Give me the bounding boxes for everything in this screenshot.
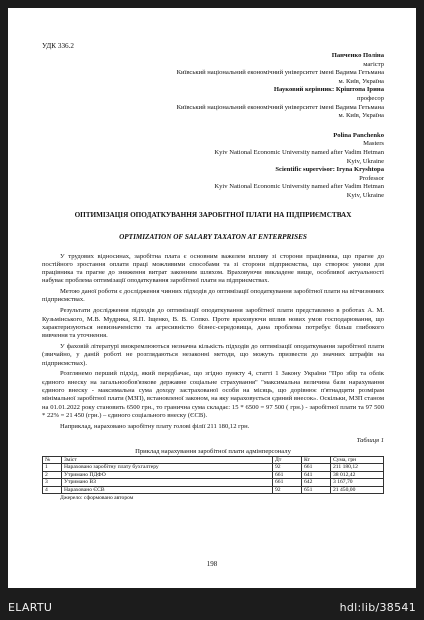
table-caption: Приклад нарахування заробітної плати адмінперсоналу (135, 447, 291, 455)
author-block-ua (42, 52, 384, 121)
author-role-ua: магістр (363, 60, 384, 68)
table-cell: 21 450,00 (331, 486, 384, 494)
author-name-ua: Панченко Поліна (331, 52, 384, 59)
body-text (42, 253, 384, 431)
table-cell: 4 (43, 486, 62, 494)
supervisor-role-ua: професор (356, 94, 384, 102)
table-cell: Утримано ВЗ (62, 479, 273, 487)
supervisor-city-ua: м. Київ, Україна (338, 112, 384, 120)
table-cell: Нараховано заробітну плату бухгалтеру (62, 464, 273, 472)
table-cell: Утримано ПДФО (62, 471, 273, 479)
table-header-cell: Кт (302, 456, 331, 464)
paragraph: Результати дослідження підходів до оптимізації оподаткування заробітної плати представлено в роботах А. М. Кузьмінського, М.В. Мудрика, Я.П. Іщенко, В. В. Сопко. Проте враховуючи вплив нових умов господарювання, що характеризуються невизначеністю та агресивністю бізнес-середовища, дана проблема потребує більш глибокого вивчення та уточнення. (42, 307, 384, 340)
repository-name: ELARTU (8, 601, 53, 614)
table-cell: 3 167,70 (331, 479, 384, 487)
author-block-en (42, 132, 384, 201)
table-row (43, 479, 384, 487)
table-cell: 641 (302, 471, 331, 479)
author-name-en: Polina Panchenko (333, 131, 384, 139)
supervisor-role-en: Professor (359, 174, 384, 182)
title-ua: ОПТИМІЗАЦІЯ ОПОДАТКУВАННЯ ЗАРОБІТНОЇ ПЛАТИ НА ПІДПРИЄМСТВАХ (74, 210, 352, 219)
supervisor-org-en: Kyiv National Economic University named after Vadim Hetman (214, 183, 384, 191)
document-page (8, 8, 416, 588)
paragraph: У трудових відносинах, заробітна плата є основним важелем впливу зі сторони працівника, що прагне до постійного зростання оплати праці можливими способами та зі сторони підприємства, що створює умови для працівника та прагне до зниження витрат законним шляхом. Враховуючи викладене вище, особливої актуальності набуває проблема оптимізації оподаткування заробітної плати на підприємствах. (42, 252, 384, 285)
table-cell: 661 (273, 471, 302, 479)
udk-code: УДК 336.2 (42, 42, 75, 50)
author-role-en: Masters (363, 140, 384, 148)
table-header-cell: № (43, 456, 62, 464)
table-cell: 92 (273, 464, 302, 472)
paragraph: Розглянемо перший підхід, який передбачає, що згідно пункту 4, статті 1 Закону України "Про збір та облік єдиного внеску на загальнообов'язкове державне соціальне страхування" "максимальна величина бази нарахування єдиного внеску - максимальна сума доходу застрахованої особи на місяць, що дорівнює п'ятнадцяти розмірам мінімальної заробітної плати (МЗП), встановленої законом, на яку нараховується єдиний внесок». Оскільки, МЗП станом на 01.01.2022 року становить 6500 грн., то гранична сума складає: 15 * 6500 = 97 500 ( грн.) - заробітної плати та 97 500 * 22% = 21 450 (грн.) – єдиного соціального внеску (ЄСВ). (42, 370, 384, 419)
table-cell: 661 (273, 479, 302, 487)
author-org-en: Kyiv National Economic University named after Vadim Hetman (214, 148, 384, 156)
title-en: OPTIMIZATION OF SALARY TAXATON AT ENTERPRISES (119, 232, 307, 241)
table-cell: 92 (273, 486, 302, 494)
supervisor-ua: Науковий керівник: Крiштопа Ірина (273, 86, 384, 94)
paragraph: Наприклад, нараховано заробітну плату голові філії 211 180,12 грн. (60, 422, 250, 430)
author-city-ua: м. Київ, Україна (338, 77, 384, 85)
table-header-row (43, 456, 384, 464)
page-number: 198 (206, 560, 218, 568)
table-cell: 642 (302, 479, 331, 487)
table-row (43, 486, 384, 494)
paragraph: Метою даної роботи є дослідження чинних підходів до оптимізації оподаткування заробітної плати на вітчизняних підприємствах. (42, 288, 384, 304)
table-cell: Нараховано ЄСВ (62, 486, 273, 494)
table-cell: 38 012,42 (331, 471, 384, 479)
table-header-cell: Дт (273, 456, 302, 464)
table-header-cell: Сума, грн (331, 456, 384, 464)
paragraph: У фаховій літературі виокремлюються незначна кількість підходів до оптимізації оподаткування заробітної плати (звичайно, у даній роботі не розглядаються незаконні методи, що можуть призвести до значних штрафів на підприємствах). (42, 342, 384, 367)
author-org-ua: Київський національний економічний університет імені Вадима Гетьмана (176, 69, 384, 77)
supervisor-en: Scientific supervisor: Iryna Kryshtopa (275, 166, 384, 174)
table-cell: 3 (43, 479, 62, 487)
table-cell: 661 (302, 464, 331, 472)
table-cell: 651 (302, 486, 331, 494)
table-cell: 211 180,12 (331, 464, 384, 472)
table-label: Таблиця 1 (356, 436, 384, 444)
table-cell: 1 (43, 464, 62, 472)
table-row (43, 464, 384, 472)
handle-id: hdl:lib/38541 (339, 601, 416, 614)
table-cell: 2 (43, 471, 62, 479)
table-row (43, 471, 384, 479)
supervisor-org-ua: Київський національний економічний університет імені Вадима Гетьмана (176, 103, 384, 111)
accounting-table (42, 456, 384, 495)
author-city-en: Kyiv, Ukraine (346, 157, 384, 165)
table-source: Джерело: сформовано автором (60, 494, 134, 501)
table-header-cell: Зміст (62, 456, 273, 464)
supervisor-city-en: Kyiv, Ukraine (346, 191, 384, 199)
